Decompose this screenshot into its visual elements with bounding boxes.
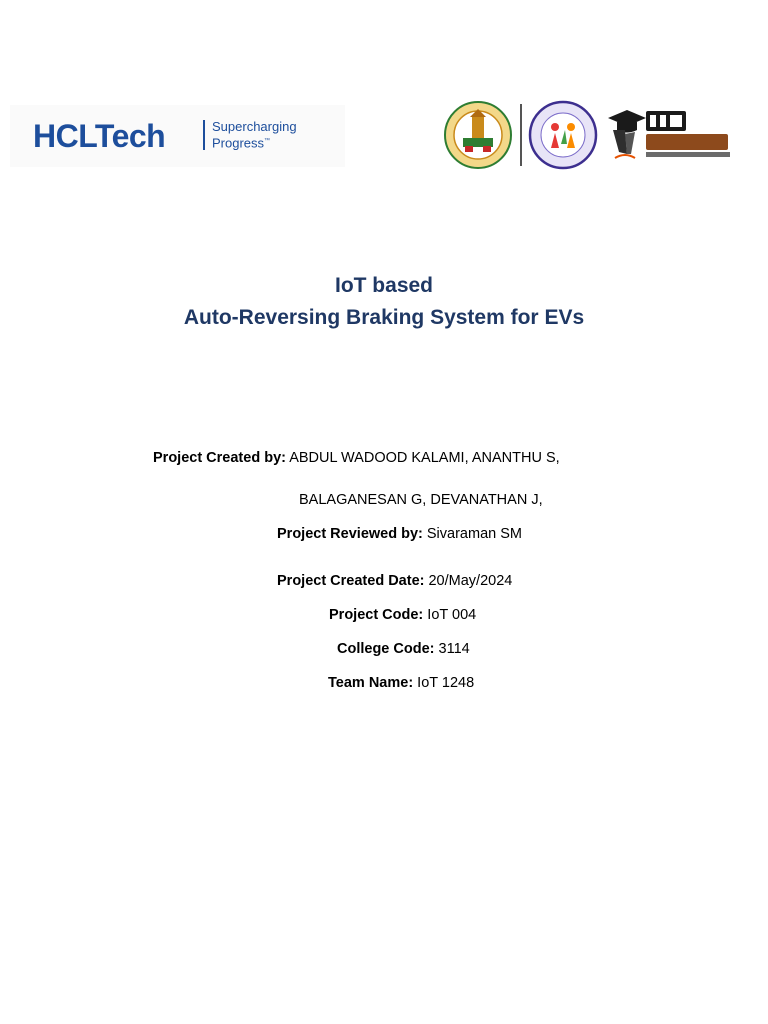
- team-name-label: Team Name:: [328, 675, 414, 691]
- project-code-value: IoT 004: [423, 607, 477, 623]
- project-code-label: Project Code:: [329, 607, 424, 623]
- naan-mudhalvan-emblem: [608, 110, 730, 158]
- reviewed-by-value: Sivaraman SM: [422, 526, 522, 542]
- created-by-value: ABDUL WADOOD KALAMI, ANANTHU S,: [285, 450, 560, 466]
- team-name-value: IoT 1248: [413, 675, 475, 691]
- project-reviewed-by: [277, 524, 522, 544]
- skill-development-emblem: [530, 102, 596, 168]
- created-by-label: Project Created by:: [153, 450, 286, 466]
- project-code: [329, 605, 476, 625]
- document-title-line-1: IoT based: [334, 274, 434, 297]
- reviewed-by-label: Project Reviewed by:: [277, 526, 423, 542]
- team-name: [328, 673, 474, 693]
- created-date-value: 20/May/2024: [424, 573, 513, 589]
- hcltech-wordmark: HCLTech: [33, 118, 166, 154]
- college-code-label: College Code:: [337, 641, 435, 657]
- hcltech-logo: [10, 105, 345, 167]
- hcltech-tagline: [212, 119, 297, 150]
- college-code: [337, 639, 470, 659]
- tamil-nadu-emblem: [445, 102, 511, 168]
- logo-divider: [203, 120, 205, 150]
- tagline-line-2: Progress™: [212, 135, 271, 151]
- college-code-value: 3114: [434, 641, 470, 657]
- project-created-by-continued: [299, 490, 543, 510]
- document-title-line-2: Auto-Reversing Braking System for EVs: [183, 306, 585, 329]
- project-created-by: [153, 448, 560, 468]
- created-by-value-cont: BALAGANESAN G, DEVANATHAN J,: [299, 492, 543, 508]
- tagline-line-1: Supercharging: [212, 119, 297, 134]
- partner-emblems: [441, 100, 733, 170]
- created-date-label: Project Created Date:: [277, 573, 425, 589]
- project-created-date: [277, 571, 512, 591]
